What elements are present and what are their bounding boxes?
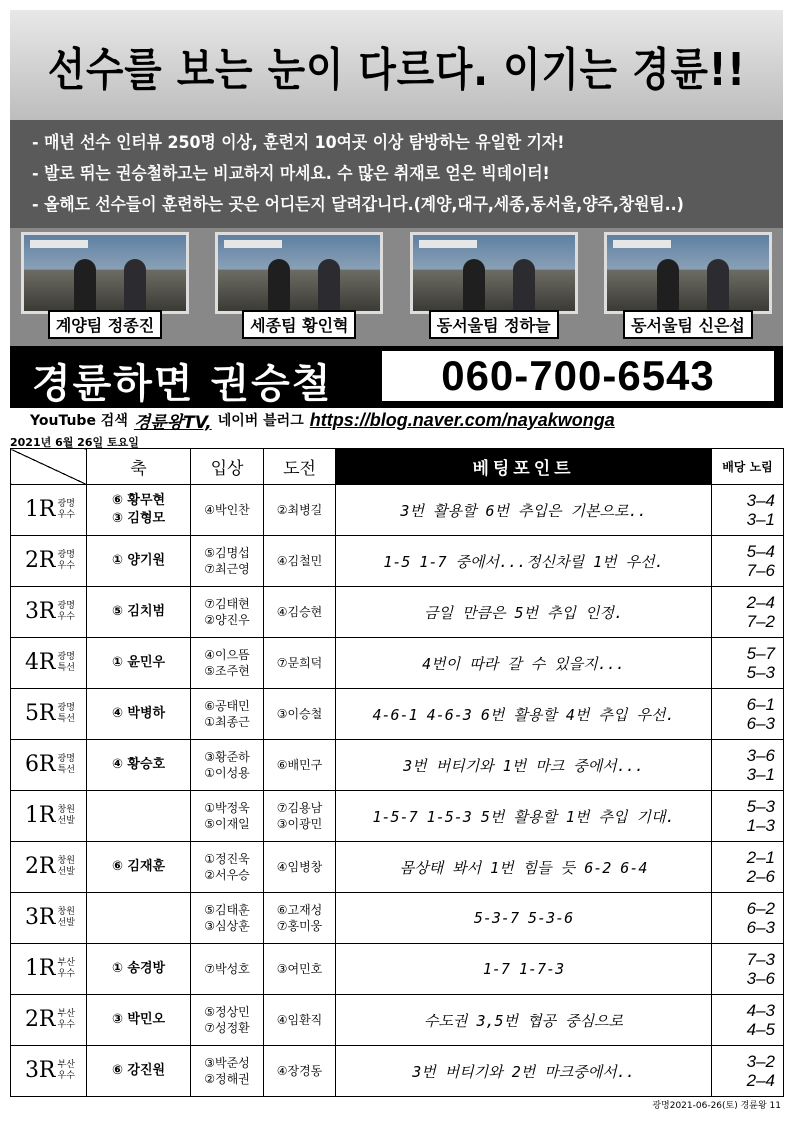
race-class-line: 광명 [57, 652, 75, 662]
payout-combo: 7–3 [746, 950, 775, 969]
axis-riders [87, 587, 191, 638]
race-class-line: 창원 [57, 805, 75, 815]
phone-number[interactable]: 060-700-6543 [382, 351, 774, 401]
payout-combo: 5–3 [746, 797, 775, 816]
table-row [11, 1046, 784, 1097]
betting-point: 1-5 1-7 중에서...정신차릴 1번 우선. [336, 536, 712, 587]
place-riders [191, 842, 264, 893]
payout-combo: 5–7 [746, 644, 775, 663]
race-number: 2R [11, 536, 57, 587]
betting-point: 4-6-1 4-6-3 6번 활용할 4번 추입 우선. [336, 689, 712, 740]
photo-caption: 계양팀 정종진 [48, 310, 162, 339]
interview-photo [410, 232, 578, 314]
race-number: 6R [11, 740, 57, 791]
race-class-line: 광명 [57, 499, 75, 509]
payout-target [712, 587, 784, 638]
place-riders [191, 638, 264, 689]
place-rider: ③심상훈 [204, 919, 250, 933]
page-footer: 광명2021-06-26(토) 경륜왕 11 [652, 1101, 781, 1111]
payout-combo: 4–5 [746, 1020, 775, 1039]
challenge-riders [264, 995, 336, 1046]
axis-riders [87, 485, 191, 536]
headline: 선수를 보는 눈이 다르다. 이기는 경륜!! [47, 42, 746, 96]
promo-point: - 매년 선수 인터뷰 250명 이상, 훈련지 10여곳 이상 탐방하는 유일한 기자! [32, 133, 565, 153]
challenge-rider: ⑥배민구 [276, 758, 323, 772]
place-rider: ⑦성정환 [204, 1021, 250, 1035]
challenge-rider: ⑥고재성 [276, 903, 323, 917]
photo-caption: 동서울팀 정하늘 [429, 310, 559, 339]
axis-riders [87, 689, 191, 740]
payout-target [712, 1046, 784, 1097]
challenge-rider: ④김승현 [276, 605, 323, 619]
race-class-line: 우수 [57, 561, 75, 571]
race-class [57, 485, 87, 536]
payout-target [712, 995, 784, 1046]
links-bar [10, 408, 783, 432]
race-class-line: 광명 [57, 601, 75, 611]
race-class [57, 842, 87, 893]
axis-riders [87, 536, 191, 587]
race-class-line: 우수 [57, 969, 75, 979]
betting-point: 3번 버티기와 2번 마크중에서.. [336, 1046, 712, 1097]
payout-target [712, 536, 784, 587]
payout-combo: 2–6 [746, 867, 775, 886]
axis-rider: ③ 박민오 [111, 1012, 166, 1027]
race-number: 2R [11, 995, 57, 1046]
betting-point: 1-5-7 1-5-3 5번 활용할 1번 추입 기대. [336, 791, 712, 842]
payout-combo: 7–2 [746, 612, 775, 631]
channel-name[interactable]: 경륜왕TV, [133, 412, 212, 433]
payout-combo: 5–4 [746, 542, 775, 561]
race-number: 1R [11, 944, 57, 995]
blog-label: 네이버 블러그 [217, 413, 304, 429]
race-class [57, 1046, 87, 1097]
race-class [57, 536, 87, 587]
race-class [57, 638, 87, 689]
place-rider: ②양진우 [204, 613, 250, 627]
place-riders [191, 689, 264, 740]
axis-riders [87, 791, 191, 842]
advertisement-banner [10, 10, 783, 432]
challenge-riders [264, 689, 336, 740]
axis-riders [87, 1046, 191, 1097]
challenge-riders [264, 740, 336, 791]
place-rider: ①이성용 [204, 766, 250, 780]
race-number: 1R [11, 485, 57, 536]
race-class [57, 893, 87, 944]
race-class-line: 선발 [57, 867, 75, 877]
challenge-rider: ⑦김용남 [276, 801, 323, 815]
contact-bar [10, 346, 783, 408]
place-riders [191, 485, 264, 536]
place-riders [191, 791, 264, 842]
payout-combo: 3–6 [746, 746, 775, 765]
table-row [11, 485, 784, 536]
race-class-line: 선발 [57, 918, 75, 928]
race-class-line: 광명 [57, 703, 75, 713]
payout-combo: 2–1 [746, 848, 775, 867]
betting-point: 수도권 3,5번 협공 중심으로 [336, 995, 712, 1046]
table-row [11, 842, 784, 893]
payout-target [712, 791, 784, 842]
challenge-rider: ③이승철 [276, 707, 323, 721]
axis-riders [87, 893, 191, 944]
table-row [11, 944, 784, 995]
betting-point: 3번 활용할 6번 추입은 기본으로.. [336, 485, 712, 536]
payout-combo: 3–1 [746, 765, 775, 784]
betting-point: 1-7 1-7-3 [336, 944, 712, 995]
race-number: 3R [11, 587, 57, 638]
payout-combo: 4–3 [746, 1001, 775, 1020]
place-riders [191, 1046, 264, 1097]
challenge-riders [264, 842, 336, 893]
axis-riders [87, 995, 191, 1046]
table-header-row [11, 449, 784, 485]
place-rider: ②정해권 [204, 1072, 250, 1086]
race-class [57, 791, 87, 842]
axis-rider: ⑥ 황무현 [111, 493, 166, 508]
header-place: 입상 [191, 449, 264, 485]
challenge-rider: ④임환직 [276, 1013, 323, 1027]
place-riders [191, 587, 264, 638]
race-class-line: 광명 [57, 754, 75, 764]
payout-combo: 7–6 [746, 561, 775, 580]
axis-riders [87, 944, 191, 995]
place-riders [191, 740, 264, 791]
payout-target [712, 485, 784, 536]
axis-riders [87, 638, 191, 689]
interview-photo [21, 232, 189, 314]
race-date: 2021년 6월 26일 토요일 [10, 436, 139, 449]
race-class [57, 740, 87, 791]
table-row [11, 740, 784, 791]
table-row [11, 689, 784, 740]
race-class [57, 995, 87, 1046]
race-number: 1R [11, 791, 57, 842]
race-class-line: 특선 [57, 714, 75, 724]
race-class-line: 광명 [57, 550, 75, 560]
photo-card [214, 232, 384, 346]
place-riders [191, 893, 264, 944]
race-number: 3R [11, 893, 57, 944]
promo-point: - 올해도 선수들이 훈련하는 곳은 어디든지 달려갑니다.(계양,대구,세종,동서울,양주,창원팀..) [32, 195, 684, 215]
challenge-rider: ②최병길 [276, 503, 323, 517]
race-number: 3R [11, 1046, 57, 1097]
photo-caption: 동서울팀 신은섭 [623, 310, 753, 339]
challenge-riders [264, 536, 336, 587]
table-row [11, 995, 784, 1046]
place-rider: ①정진욱 [204, 852, 250, 866]
payout-target [712, 842, 784, 893]
youtube-label: YouTube 검색 [30, 413, 128, 429]
payout-target [712, 638, 784, 689]
payout-combo: 6–1 [746, 695, 775, 714]
place-rider: ⑦박성호 [204, 962, 250, 976]
challenge-rider: ⑦홍미웅 [276, 919, 323, 933]
payout-combo: 2–4 [746, 1071, 775, 1090]
payout-target [712, 689, 784, 740]
challenge-riders [264, 587, 336, 638]
race-class [57, 587, 87, 638]
betting-point: 몸상태 봐서 1번 힘들 듯 6-2 6-4 [336, 842, 712, 893]
promo-points [10, 120, 783, 228]
challenge-rider: ③여민호 [276, 962, 323, 976]
challenge-riders [264, 791, 336, 842]
header-payout: 배당 노림 [712, 449, 784, 485]
challenge-riders [264, 485, 336, 536]
race-table [10, 448, 784, 1097]
payout-target [712, 944, 784, 995]
interview-photos [10, 228, 783, 346]
payout-combo: 1–3 [746, 816, 775, 835]
payout-target [712, 893, 784, 944]
axis-rider: ⑤ 김치범 [111, 604, 166, 619]
place-rider: ④박인찬 [204, 503, 250, 517]
blog-url-link[interactable]: https://blog.naver.com/nayakwonga [309, 409, 615, 430]
axis-rider: ⑥ 강진원 [111, 1063, 166, 1078]
place-rider: ⑤조주현 [204, 664, 250, 678]
race-class-line: 창원 [57, 907, 75, 917]
challenge-riders [264, 893, 336, 944]
axis-rider: ③ 김형모 [111, 511, 166, 526]
table-row [11, 893, 784, 944]
payout-combo: 6–3 [746, 918, 775, 937]
race-class-line: 특선 [57, 765, 75, 775]
betting-point: 금일 만큼은 5번 추입 인정. [336, 587, 712, 638]
betting-point: 3번 버티기와 1번 마크 중에서... [336, 740, 712, 791]
axis-rider: ④ 황승호 [111, 757, 166, 772]
photo-card [20, 232, 190, 346]
place-rider: ⑤김명섭 [204, 546, 250, 560]
table-row [11, 587, 784, 638]
challenge-riders [264, 944, 336, 995]
payout-combo: 3–1 [746, 510, 775, 529]
place-rider: ⑦최근영 [204, 562, 250, 576]
race-class-line: 부산 [57, 958, 75, 968]
place-rider: ⑥공태민 [204, 699, 250, 713]
race-class-line: 특선 [57, 663, 75, 673]
payout-combo: 3–4 [746, 491, 775, 510]
table-row [11, 536, 784, 587]
race-class-line: 우수 [57, 1071, 75, 1081]
promo-point: - 발로 뛰는 권승철하고는 비교하지 마세요. 수 많은 취재로 얻은 빅데이터! [32, 164, 550, 184]
place-rider: ⑤김태훈 [204, 903, 250, 917]
place-rider: ⑤이재일 [204, 817, 250, 831]
place-rider: ⑤정상민 [204, 1005, 250, 1019]
place-rider: ③박준성 [204, 1056, 250, 1070]
axis-rider: ④ 박병하 [111, 706, 166, 721]
place-rider: ②서우승 [204, 868, 250, 882]
race-number: 5R [11, 689, 57, 740]
race-class [57, 944, 87, 995]
race-class-line: 선발 [57, 816, 75, 826]
table-row [11, 791, 784, 842]
payout-combo: 6–2 [746, 899, 775, 918]
challenge-riders [264, 638, 336, 689]
betting-point: 5-3-7 5-3-6 [336, 893, 712, 944]
payout-combo: 2–4 [746, 593, 775, 612]
challenge-rider: ④장경동 [276, 1064, 323, 1078]
axis-rider: ① 윤민우 [111, 655, 166, 670]
challenge-rider: ④김철민 [276, 554, 323, 568]
payout-target [712, 740, 784, 791]
challenge-rider: ④임병창 [276, 860, 323, 874]
table-row [11, 638, 784, 689]
place-rider: ④이으뜸 [204, 648, 250, 662]
header-betting-point: 베팅포인트 [336, 449, 712, 485]
challenge-riders [264, 1046, 336, 1097]
interview-photo [215, 232, 383, 314]
headline-bar [10, 10, 783, 120]
header-axis: 축 [87, 449, 191, 485]
challenge-rider: ⑦문희덕 [276, 656, 323, 670]
place-rider: ⑦김태현 [204, 597, 250, 611]
race-class-line: 우수 [57, 1020, 75, 1030]
axis-rider: ⑥ 김재훈 [111, 859, 166, 874]
race-number: 2R [11, 842, 57, 893]
payout-combo: 5–3 [746, 663, 775, 682]
axis-rider: ① 양기원 [111, 553, 166, 568]
place-rider: ①박정욱 [204, 801, 250, 815]
axis-riders [87, 740, 191, 791]
place-riders [191, 944, 264, 995]
axis-riders [87, 842, 191, 893]
interview-photo [604, 232, 772, 314]
photo-card [409, 232, 579, 346]
place-rider: ③황준하 [204, 750, 250, 764]
race-number: 4R [11, 638, 57, 689]
place-riders [191, 536, 264, 587]
race-class [57, 689, 87, 740]
race-class-line: 우수 [57, 510, 75, 520]
axis-rider: ① 송경방 [111, 961, 166, 976]
place-riders [191, 995, 264, 1046]
payout-combo: 6–3 [746, 714, 775, 733]
payout-combo: 3–6 [746, 969, 775, 988]
race-class-line: 부산 [57, 1009, 75, 1019]
race-class-line: 창원 [57, 856, 75, 866]
header-challenge: 도전 [264, 449, 336, 485]
betting-point: 4번이 따라 갈 수 있을지... [336, 638, 712, 689]
corner-cell [11, 449, 87, 485]
photo-caption: 세종팀 황인혁 [242, 310, 356, 339]
challenge-rider: ③이광민 [276, 817, 323, 831]
contact-name: 경륜하면 권승철 [32, 361, 333, 407]
race-class-line: 우수 [57, 612, 75, 622]
photo-card [603, 232, 773, 346]
payout-combo: 3–2 [746, 1052, 775, 1071]
place-rider: ①최종근 [204, 715, 250, 729]
race-class-line: 부산 [57, 1060, 75, 1070]
